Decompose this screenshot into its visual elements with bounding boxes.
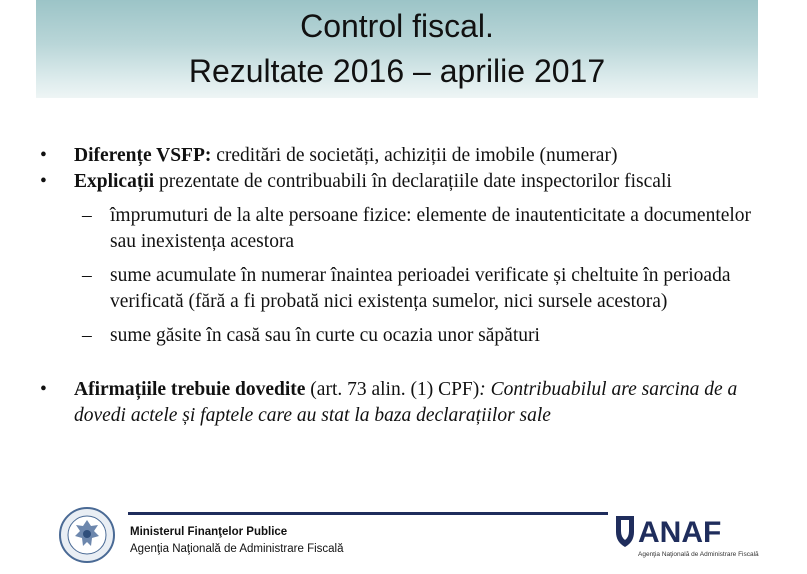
sub-bullet-sume-acumulate-text: sume acumulate în numerar înaintea perioadei verificate și cheltuite în perioada verificată (fără a fi probată nici existența sumelor, nici sursele acestora) (110, 265, 731, 312)
anaf-logo (612, 510, 762, 560)
sub-bullet-imprumuturi (40, 203, 770, 255)
anaf-logo-subtext: Agenţia Naţională de Administrare Fiscală (638, 551, 759, 558)
bullet-afirmatii (40, 377, 770, 429)
bullet-diferente-text: creditări de societăți, achiziții de imobile (numerar) (211, 145, 618, 166)
footer-divider (128, 512, 608, 515)
bullet-afirmatii-bold: Afirmațiile trebuie dovedite (74, 379, 306, 400)
sub-bullet-sume-acumulate (40, 263, 770, 315)
anaf-logo-text: ANAF (638, 516, 722, 549)
slide-title (36, 4, 758, 94)
bullet-diferente (40, 143, 770, 169)
bullet-dot: • (40, 171, 47, 192)
bullet-dot: • (40, 379, 47, 400)
bullet-explicatii-text: prezentate de contribuabili în declarațiile date inspectorilor fiscali (154, 171, 672, 192)
sub-bullet-dash: – (82, 205, 92, 226)
sub-bullet-dash: – (82, 325, 92, 346)
bullet-explicatii-bold: Explicații (74, 171, 155, 192)
title-line-2: Rezultate 2016 – aprilie 2017 (188, 53, 606, 89)
sub-bullet-dash: – (82, 265, 92, 286)
sub-bullet-sume-gasite (40, 323, 770, 349)
title-line-1: Control fiscal. (300, 8, 494, 44)
sub-bullet-imprumuturi-text: împrumuturi de la alte persoane fizice: elemente de inautenticitate a documentelor sau inexistența acestora (110, 205, 752, 252)
bullet-afirmatii-text: (art. 73 alin. (1) CPF) (305, 379, 480, 400)
ministry-seal-logo (58, 506, 116, 564)
sub-bullet-sume-gasite-text: sume găsite în casă sau în curte cu ocazia unor săpături (110, 325, 540, 346)
bullet-diferente-bold: Diferențe VSFP: (74, 145, 212, 166)
bullet-list (40, 143, 770, 429)
bullet-explicatii (40, 169, 770, 195)
footer-agency: Agenţia Naţională de Administrare Fiscală (130, 543, 344, 555)
footer-ministry: Ministerul Finanţelor Publice (130, 526, 288, 538)
bullet-afirmatii-italic: : Contribuabilul are sarcina de a dovedi actele și faptele care au stat la baza declarațiilor sale (74, 379, 738, 426)
bullet-dot: • (40, 145, 47, 166)
